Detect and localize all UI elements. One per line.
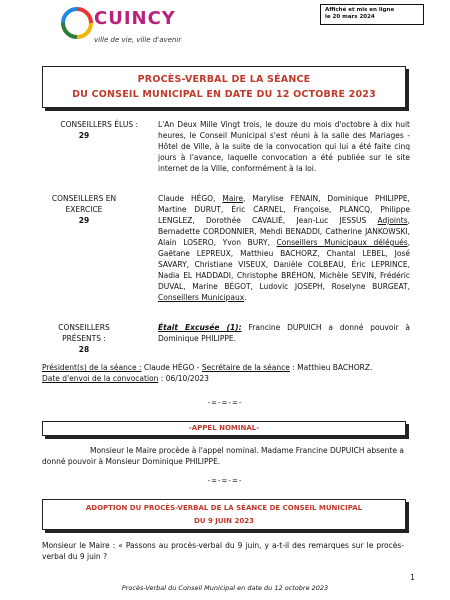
separator-1: -=-=-=- [207,399,243,407]
delegues-role: Conseillers Municipaux délégués [276,238,408,247]
exercice-text-part-1: Claude HÉGO, [158,194,223,203]
exercice-count: 29 [78,216,90,225]
convocation-date: : 06/10/2023 [158,374,209,383]
exercice-label-line-2: EXERCICE [65,205,103,214]
page-number: 1 [410,573,416,582]
excusee-text: Francine DUPUICH a donné pouvoir à Dominique PHILIPPE. [158,323,411,343]
elus-text: L'An Deux Mille Vingt trois, le douze du mois d'octobre à dix huit heures, le Conseil Municipal s'est réuni à la salle des Mariages - Hôtel de Ville, à la suite de la convocation qui lui a été faite cinq jours à l'avance, laquelle convocation a été publiée sur le site internet de la Ville, conformément à la loi. [158,120,410,173]
elus-count: 29 [78,131,90,140]
presents-label-line-1: CONSEILLERS [58,323,110,332]
exercice-label-line-1: CONSEILLERS EN [51,194,117,203]
president-name: Claude HÉGO - [141,363,202,372]
page-footer: Procès-Verbal du Conseil Municipal en date du 12 octobre 2023 [121,584,329,592]
president-line [42,362,372,373]
presents-label-block [30,322,138,355]
logo-name: CUINCY [94,8,176,29]
appel-nominal-text: Monsieur le Maire procède à l'appel nominal. Madame Francine DUPUICH absente a donné pouvoir à Monsieur Dominique PHILIPPE. [42,446,404,466]
exercice-text-part-5: . [244,293,247,302]
stamp-line-1: Affiché et mis en ligne [325,7,395,13]
presents-count: 28 [78,345,90,354]
exercice-text [158,193,410,303]
elus-label: CONSEILLERS ÉLUS : [60,120,138,129]
posting-stamp [320,4,424,25]
convocation-label: Date d'envoi de la convocation [42,374,159,383]
cuincy-logo [60,6,180,56]
elus-label-block [30,119,138,141]
stamp-line-2: le 20 mars 2024 [325,14,375,21]
presents-label-line-2: PRÉSENTS : [62,334,106,343]
adjoints-role: Adjoints [377,216,408,225]
municipaux-role: Conseillers Municipaux [158,293,245,302]
logo-swirl-icon [60,6,94,40]
exercice-text-part-3: , Bernadette CORDONNIER, Mehdi BENADDI, Catherine JANKOWSKI, Alain LOSERO, Yvon BURY, [158,216,410,247]
secretary-label: Secrétaire de la séance [201,363,290,372]
appel-nominal-heading: -APPEL NOMINAL- [42,421,406,436]
presents-text [158,322,410,344]
title-line-2: DU CONSEIL MUNICIPAL EN DATE DU 12 OCTOBRE 2023 [72,89,376,100]
logo-tagline: ville de vie, ville d'avenir [94,36,182,44]
exercice-label-block [30,193,138,226]
exercice-text-part-2: , Marylise FENAIN, Dominique PHILIPPE, Martine DURUT, Éric CARNEL, Françoise, PLANCQ, Philippe LENGLEZ, Dorothée CAVALIÉ, Jean-Luc JESSUS [158,194,410,225]
president-label: Président(s) de la séance : [42,363,142,372]
adoption-heading-box [42,499,406,530]
secretary-name: : Matthieu BACHORZ. [289,363,373,372]
separator-2: -=-=-=- [207,477,243,485]
exercice-text-part-4: , Gaëtane LEPREUX, Matthieu BACHORZ, Chantal LEBEL, José SAVARY, Christiane VISEUX, Danièle COLBEAU, Éric LEPRINCE, Nadia EL HADDADI, Christophe BRÉHON, Michèle SEVIN, Frédéric DUVAL, Marine BÉGOT, Ludovic JOSEPH, Roselyne BURGEAT, [158,238,410,291]
adoption-heading-line-1: ADOPTION DU PROCÈS-VERBAL DE LA SÉANCE DE CONSEIL MUNICIPAL [85,504,363,512]
excusee-label: Était Excusée (1): [158,323,242,332]
convocation-line [42,373,209,384]
maire-role: Maire [222,194,244,203]
title-line-1: PROCÈS-VERBAL DE LA SÉANCE [137,74,311,85]
document-title-box [42,66,406,108]
adoption-text: Monsieur le Maire : « Passons au procès-verbal du 9 juin, y a-t-il des remarques sur le procès-verbal du 9 juin ? [42,541,404,561]
adoption-heading-line-2: DU 9 JUIN 2023 [194,517,254,525]
